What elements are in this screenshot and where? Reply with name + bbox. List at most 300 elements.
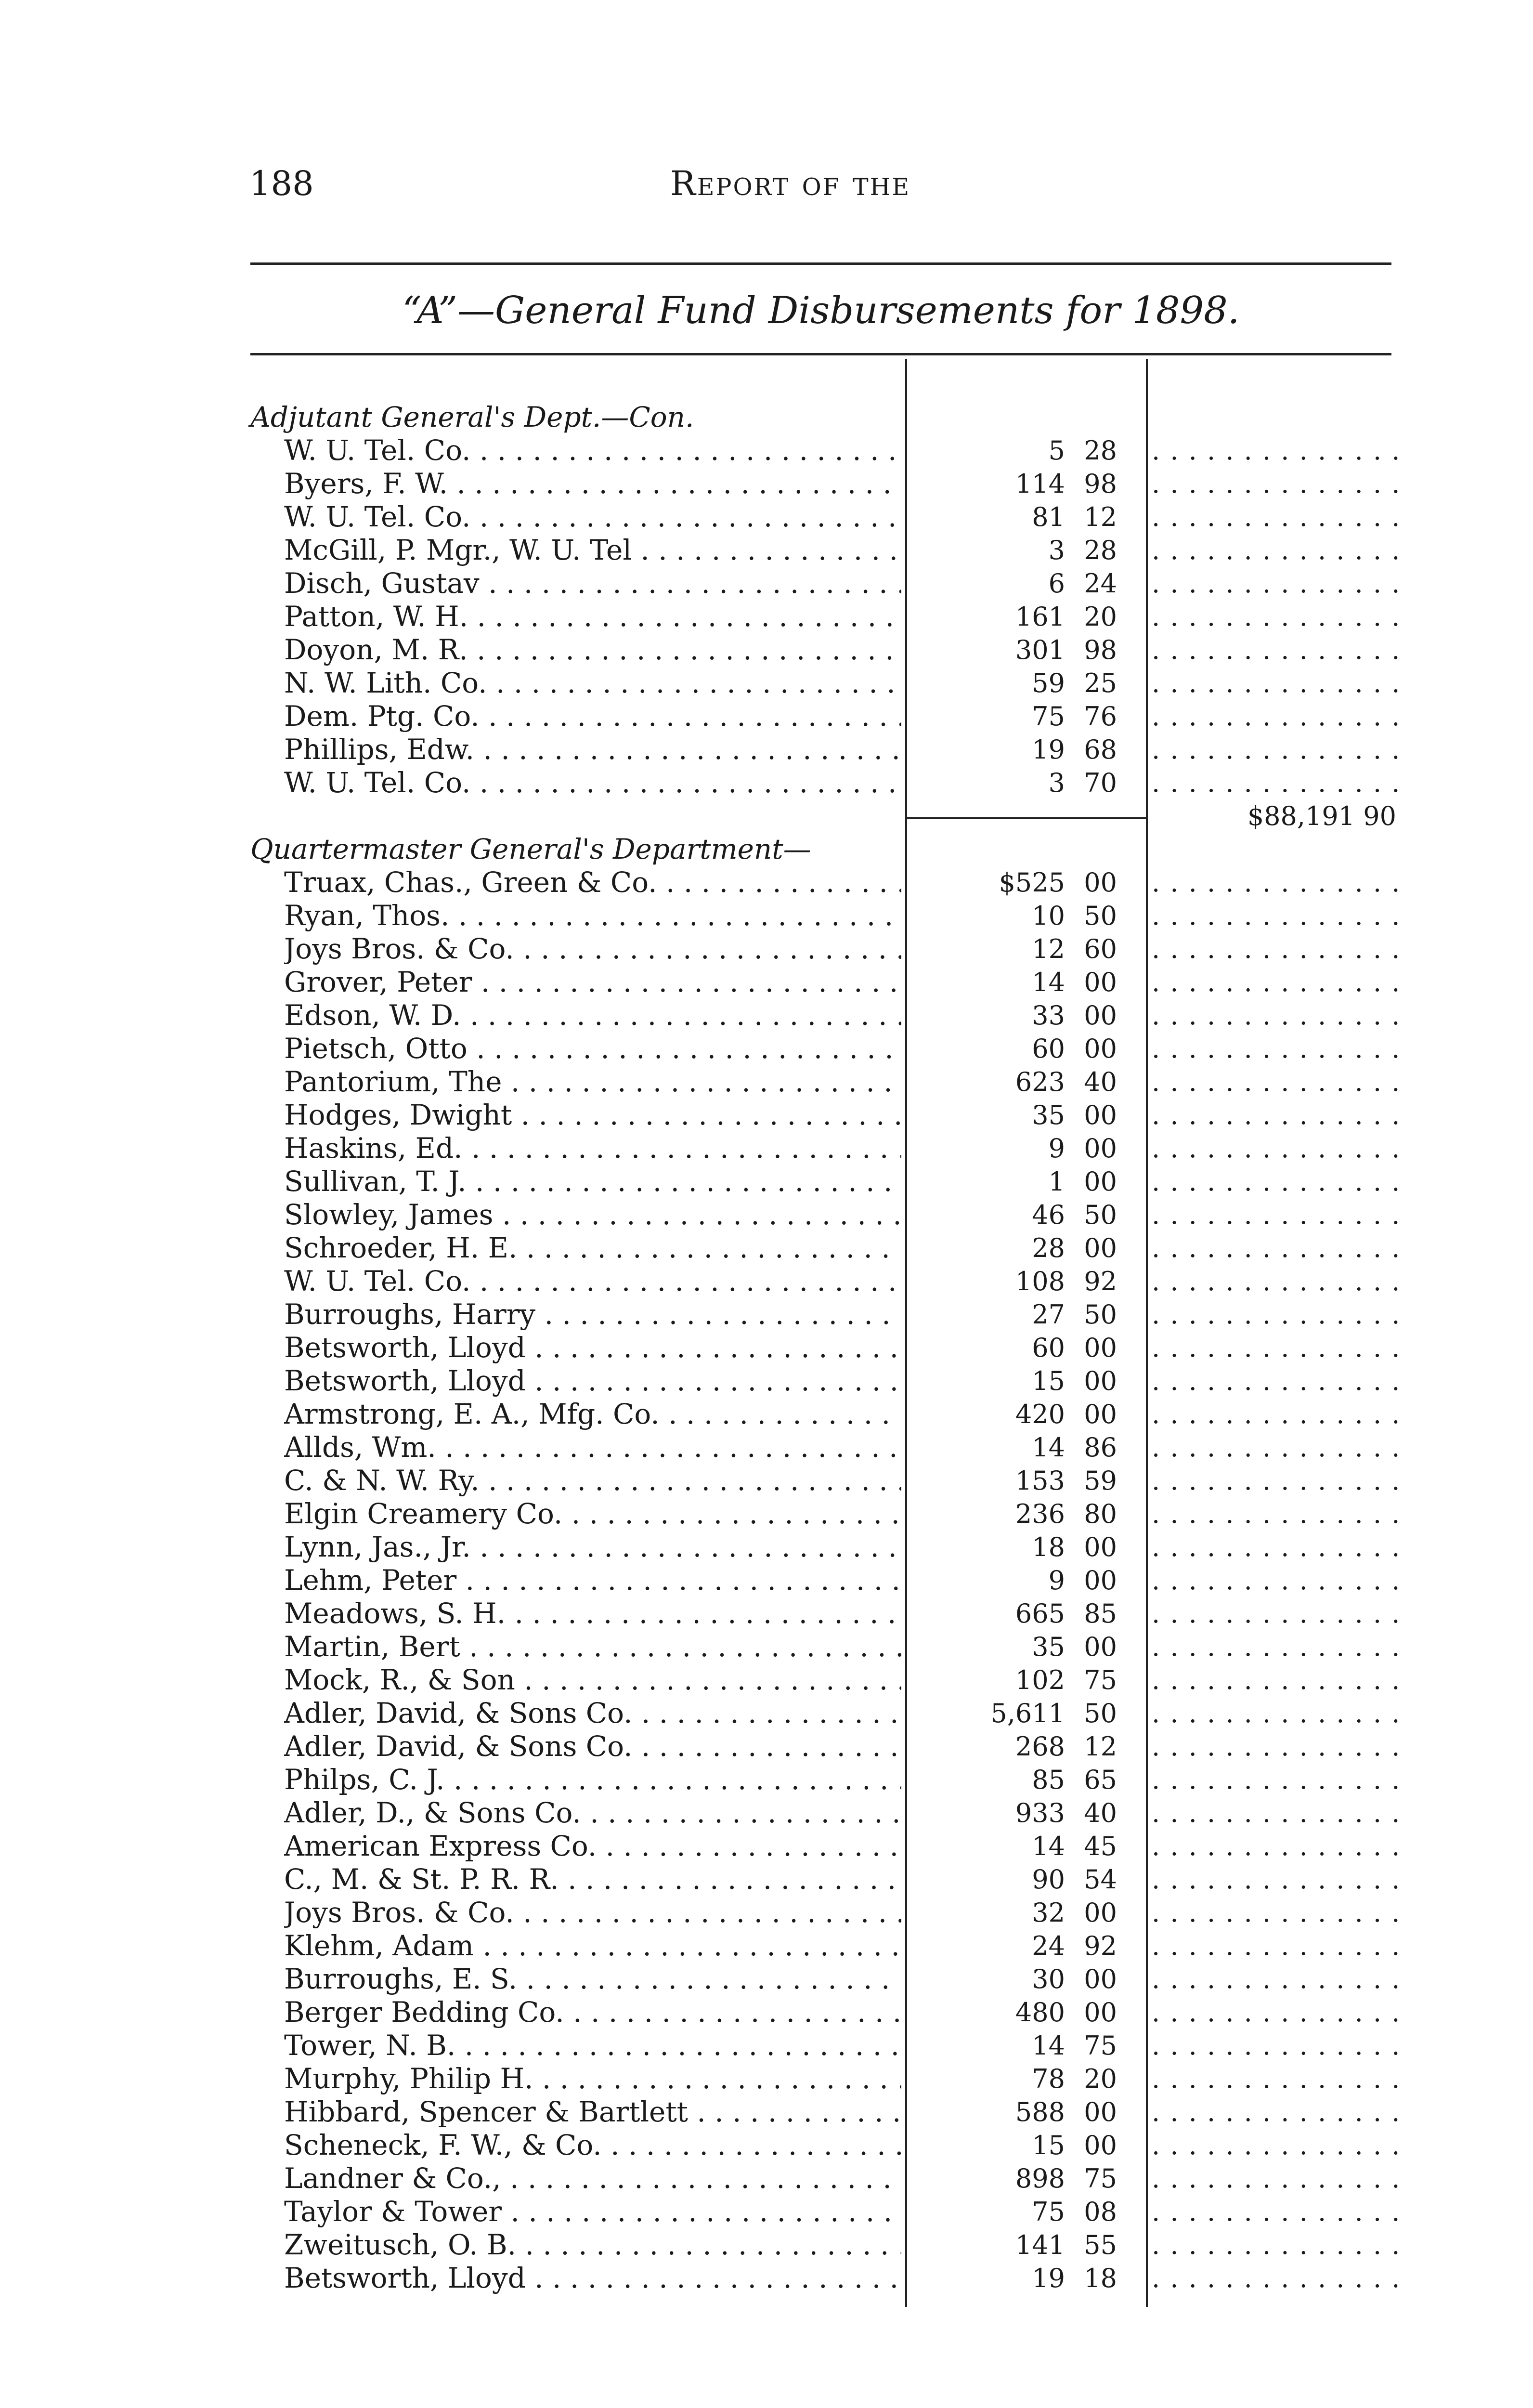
amount xyxy=(910,1431,1117,1464)
amount-dollars: 268 xyxy=(1015,1731,1065,1762)
amount xyxy=(910,999,1117,1032)
table-row xyxy=(0,633,1533,667)
total-column-leader xyxy=(1152,766,1402,799)
amount-cents: 00 xyxy=(1084,1166,1117,1197)
payee-name: Adler, D., & Sons Co. . . . xyxy=(284,1796,901,1830)
total-column-leader xyxy=(1152,1531,1402,1564)
payee-name: Truax, Chas., Green & Co. . . . xyxy=(284,866,901,899)
payee-name: Martin, Bert . . . xyxy=(284,1630,901,1663)
amount-cents: 00 xyxy=(1084,1000,1117,1031)
amount-dollars: 623 xyxy=(1015,1067,1065,1097)
total-column-leader xyxy=(1152,899,1402,932)
amount xyxy=(910,434,1117,467)
payee-name: Disch, Gustav . . . xyxy=(284,567,901,600)
amount-dollars: 19 xyxy=(1032,2263,1065,2293)
table-row xyxy=(0,1132,1533,1165)
payee-name: W. U. Tel. Co. . . . xyxy=(284,500,901,534)
payee-name: W. U. Tel. Co. . . . xyxy=(284,434,901,467)
total-column-leader xyxy=(1152,1032,1402,1065)
amount-cents: 98 xyxy=(1084,635,1117,665)
amount-dollars: 3 xyxy=(1048,768,1065,798)
payee-name: Lehm, Peter . . . xyxy=(284,1564,901,1597)
payee-name: Mock, R., & Son . . . xyxy=(284,1663,901,1697)
amount-cents: 50 xyxy=(1084,901,1117,931)
amount-dollars: $525 xyxy=(999,867,1065,898)
table-row xyxy=(0,1929,1533,1963)
amount-cents: 18 xyxy=(1084,2263,1117,2293)
amount-cents: 98 xyxy=(1084,469,1117,499)
payee-name: Joys Bros. & Co. . . . xyxy=(284,1896,901,1929)
amount-dollars: 15 xyxy=(1032,2130,1065,2160)
amount-cents: 00 xyxy=(1084,967,1117,997)
total-column-leader xyxy=(1152,2262,1402,2295)
amount-cents: 00 xyxy=(1084,1532,1117,1562)
amount xyxy=(910,2095,1117,2129)
amount xyxy=(910,1796,1117,1830)
payee-name: Grover, Peter . . . xyxy=(284,966,901,999)
title-rule xyxy=(250,353,1391,355)
amount-dollars: 665 xyxy=(1015,1598,1065,1629)
total-column-leader xyxy=(1152,1398,1402,1431)
total-column-leader xyxy=(1152,2228,1402,2262)
total-column-leader xyxy=(1152,500,1402,534)
total-column-leader xyxy=(1152,966,1402,999)
amount-dollars: 898 xyxy=(1015,2163,1065,2194)
amount xyxy=(910,1099,1117,1132)
payee-name: Byers, F. W. . . . xyxy=(284,467,901,500)
amount-cents: 86 xyxy=(1084,1432,1117,1463)
payee-name: Klehm, Adam . . . xyxy=(284,1929,901,1963)
amount-dollars: 78 xyxy=(1032,2064,1065,2094)
disbursement-table xyxy=(0,401,1533,2295)
payee-name: Betsworth, Lloyd . . . xyxy=(284,2262,901,2295)
amount-dollars: 588 xyxy=(1015,2097,1065,2127)
total-column-leader xyxy=(1152,1198,1402,1231)
table-row xyxy=(0,1830,1533,1863)
table-row xyxy=(0,1531,1533,1564)
amount xyxy=(910,733,1117,766)
table-row xyxy=(0,1231,1533,1265)
table-row xyxy=(0,1364,1533,1398)
payee-name: Burroughs, E. S. . . . xyxy=(284,1963,901,1996)
table-row xyxy=(0,2029,1533,2062)
amount-cents: 00 xyxy=(1084,2130,1117,2160)
amount xyxy=(910,2195,1117,2228)
amount xyxy=(910,1531,1117,1564)
page-number: 188 xyxy=(249,164,314,203)
total-column-leader xyxy=(1152,1830,1402,1863)
table-row xyxy=(0,1763,1533,1796)
amount-dollars: 81 xyxy=(1032,502,1065,532)
amount xyxy=(910,1132,1117,1165)
total-column-leader xyxy=(1152,1863,1402,1896)
amount-dollars: 14 xyxy=(1032,2030,1065,2061)
amount xyxy=(910,1863,1117,1896)
total-column-leader xyxy=(1152,1697,1402,1730)
total-column-leader xyxy=(1152,1996,1402,2029)
table-row xyxy=(0,1963,1533,1996)
amount xyxy=(910,1896,1117,1929)
table-row xyxy=(0,1996,1533,2029)
amount-cents: 50 xyxy=(1084,1200,1117,1230)
total-column-leader xyxy=(1152,1497,1402,1531)
amount-cents: 75 xyxy=(1084,2030,1117,2061)
amount xyxy=(910,932,1117,966)
total-column-leader xyxy=(1152,1730,1402,1763)
amount-cents: 76 xyxy=(1084,701,1117,732)
table-row xyxy=(0,667,1533,700)
amount xyxy=(910,1398,1117,1431)
table-row xyxy=(0,467,1533,500)
amount-cents: 59 xyxy=(1084,1466,1117,1496)
table-row xyxy=(0,1298,1533,1331)
amount-cents: 20 xyxy=(1084,602,1117,632)
amount-cents: 68 xyxy=(1084,734,1117,765)
total-column-leader xyxy=(1152,1464,1402,1497)
running-head: Report of the xyxy=(670,164,911,203)
amount xyxy=(910,1929,1117,1963)
table-row xyxy=(0,534,1533,567)
amount xyxy=(910,1830,1117,1863)
amount-dollars: 14 xyxy=(1032,1831,1065,1861)
amount-dollars: 102 xyxy=(1015,1665,1065,1695)
total-column-leader xyxy=(1152,600,1402,633)
total-column-leader xyxy=(1152,2129,1402,2162)
amount-cents: 28 xyxy=(1084,535,1117,565)
payee-name: Slowley, James . . . xyxy=(284,1198,901,1231)
table-row xyxy=(0,999,1533,1032)
total-column-leader xyxy=(1152,434,1402,467)
table-row xyxy=(0,1497,1533,1531)
table-row xyxy=(0,1099,1533,1132)
table-row xyxy=(0,500,1533,534)
total-column-leader xyxy=(1152,534,1402,567)
amount xyxy=(910,1663,1117,1697)
amount xyxy=(910,667,1117,700)
payee-name: Philps, C. J. . . . xyxy=(284,1763,901,1796)
amount xyxy=(910,500,1117,534)
amount xyxy=(910,2162,1117,2195)
amount-cents: 80 xyxy=(1084,1499,1117,1529)
payee-name: Pietsch, Otto . . . xyxy=(284,1032,901,1065)
total-column-leader xyxy=(1152,2029,1402,2062)
payee-name: Taylor & Tower . . . xyxy=(284,2195,901,2228)
payee-name: Schroeder, H. E. . . . xyxy=(284,1231,901,1265)
total-column-leader xyxy=(1152,2095,1402,2129)
amount xyxy=(910,467,1117,500)
amount xyxy=(910,1564,1117,1597)
table-row xyxy=(0,766,1533,799)
amount-dollars: 1 xyxy=(1048,1166,1065,1197)
amount-cents: 00 xyxy=(1084,2097,1117,2127)
amount xyxy=(910,2029,1117,2062)
amount-dollars: 18 xyxy=(1032,1532,1065,1562)
section-title: Quartermaster General's Department— xyxy=(250,833,811,865)
amount-dollars: 35 xyxy=(1032,1100,1065,1130)
total-column-leader xyxy=(1152,1896,1402,1929)
amount-dollars: 35 xyxy=(1032,1632,1065,1662)
amount-cents: 12 xyxy=(1084,1731,1117,1762)
amount-cents: 00 xyxy=(1084,1898,1117,1928)
payee-name: Dem. Ptg. Co. . . . xyxy=(284,700,901,733)
amount-dollars: 420 xyxy=(1015,1399,1065,1429)
amount-cents: 92 xyxy=(1084,1266,1117,1296)
amount-cents: 65 xyxy=(1084,1765,1117,1795)
amount-dollars: 14 xyxy=(1032,967,1065,997)
table-row xyxy=(0,1331,1533,1364)
section-total-row xyxy=(0,799,1533,833)
amount xyxy=(910,1198,1117,1231)
amount xyxy=(910,1597,1117,1630)
payee-name: C. & N. W. Ry. . . . xyxy=(284,1464,901,1497)
amount-dollars: 236 xyxy=(1015,1499,1065,1529)
total-column-leader xyxy=(1152,1265,1402,1298)
total-column-leader xyxy=(1152,1099,1402,1132)
amount-cents: 25 xyxy=(1084,668,1117,698)
payee-name: W. U. Tel. Co. . . . xyxy=(284,1265,901,1298)
total-column-leader xyxy=(1152,733,1402,766)
total-column-leader xyxy=(1152,932,1402,966)
amount-cents: 00 xyxy=(1084,1333,1117,1363)
table-row xyxy=(0,1697,1533,1730)
amount-dollars: 108 xyxy=(1015,1266,1065,1296)
payee-name: Joys Bros. & Co. . . . xyxy=(284,932,901,966)
payee-name: Adler, David, & Sons Co. . . . xyxy=(284,1697,901,1730)
payee-name: Patton, W. H. . . . xyxy=(284,600,901,633)
table-row xyxy=(0,2228,1533,2262)
amount-cents: 60 xyxy=(1084,934,1117,964)
amount-dollars: 59 xyxy=(1032,668,1065,698)
payee-name: Elgin Creamery Co. . . . xyxy=(284,1497,901,1531)
total-column-leader xyxy=(1152,1331,1402,1364)
table-row xyxy=(0,1431,1533,1464)
amount-cents: 00 xyxy=(1084,1133,1117,1164)
payee-name: Murphy, Philip H. . . . xyxy=(284,2062,901,2095)
amount xyxy=(910,1730,1117,1763)
total-column-leader xyxy=(1152,1763,1402,1796)
amount-dollars: 14 xyxy=(1032,1432,1065,1463)
amount-dollars: 19 xyxy=(1032,734,1065,765)
total-column-leader xyxy=(1152,1065,1402,1099)
section-title: Adjutant General's Dept.—Con. xyxy=(250,401,694,433)
payee-name: American Express Co. . . . xyxy=(284,1830,901,1863)
amount-cents: 92 xyxy=(1084,1931,1117,1961)
amount xyxy=(910,2228,1117,2262)
amount-cents: 00 xyxy=(1084,1565,1117,1596)
payee-name: Lynn, Jas., Jr. . . . xyxy=(284,1531,901,1564)
amount xyxy=(910,1231,1117,1265)
total-column-leader xyxy=(1152,1630,1402,1663)
amount-dollars: 10 xyxy=(1032,901,1065,931)
amount-dollars: 32 xyxy=(1032,1898,1065,1928)
total-column-leader xyxy=(1152,1929,1402,1963)
amount-dollars: 161 xyxy=(1015,602,1065,632)
payee-name: Ryan, Thos. . . . xyxy=(284,899,901,932)
amount-dollars: 24 xyxy=(1032,1931,1065,1961)
total-column-leader xyxy=(1152,2162,1402,2195)
payee-name: Armstrong, E. A., Mfg. Co. . . . xyxy=(284,1398,901,1431)
amount xyxy=(910,899,1117,932)
amount-cents: 00 xyxy=(1084,1366,1117,1396)
payee-name: Scheneck, F. W., & Co. . . . xyxy=(284,2129,901,2162)
total-column-leader xyxy=(1152,999,1402,1032)
table-row xyxy=(0,899,1533,932)
payee-name: McGill, P. Mgr., W. U. Tel . . . xyxy=(284,534,901,567)
payee-name: Haskins, Ed. . . . xyxy=(284,1132,901,1165)
amount xyxy=(910,1763,1117,1796)
payee-name: Adler, David, & Sons Co. . . . xyxy=(284,1730,901,1763)
total-column-leader xyxy=(1152,1963,1402,1996)
amount xyxy=(910,966,1117,999)
amount-cents: 40 xyxy=(1084,1798,1117,1828)
amount xyxy=(910,766,1117,799)
amount-cents: 45 xyxy=(1084,1831,1117,1861)
amount-cents: 00 xyxy=(1084,1964,1117,1994)
total-column-leader xyxy=(1152,567,1402,600)
amount-cents: 00 xyxy=(1084,1034,1117,1064)
amount-cents: 12 xyxy=(1084,502,1117,532)
payee-name: Edson, W. D. . . . xyxy=(284,999,901,1032)
amount-dollars: 153 xyxy=(1015,1466,1065,1496)
amount-dollars: 60 xyxy=(1032,1034,1065,1064)
total-column-leader xyxy=(1152,1796,1402,1830)
amount-cents: 00 xyxy=(1084,1233,1117,1263)
table-row xyxy=(0,866,1533,899)
amount-cents: 24 xyxy=(1084,568,1117,599)
amount-dollars: 15 xyxy=(1032,1366,1065,1396)
amount-dollars: 27 xyxy=(1032,1299,1065,1330)
amount xyxy=(910,1697,1117,1730)
amount xyxy=(910,866,1117,899)
payee-name: Betsworth, Lloyd . . . xyxy=(284,1364,901,1398)
amount xyxy=(910,1165,1117,1198)
payee-name: Zweitusch, O. B. . . . xyxy=(284,2228,901,2262)
table-row xyxy=(0,1464,1533,1497)
amount-dollars: 301 xyxy=(1015,635,1065,665)
amount-dollars: 28 xyxy=(1032,1233,1065,1263)
table-row xyxy=(0,2262,1533,2295)
amount-cents: 08 xyxy=(1084,2197,1117,2227)
total-column-leader xyxy=(1152,1564,1402,1597)
amount xyxy=(910,2262,1117,2295)
payee-name: N. W. Lith. Co. . . . xyxy=(284,667,901,700)
amount-cents: 75 xyxy=(1084,2163,1117,2194)
amount-dollars: 60 xyxy=(1032,1333,1065,1363)
table-row xyxy=(0,2095,1533,2129)
amount xyxy=(910,1364,1117,1398)
amount xyxy=(910,1032,1117,1065)
table-row xyxy=(0,1597,1533,1630)
amount-dollars: 75 xyxy=(1032,701,1065,732)
table-row xyxy=(0,733,1533,766)
total-column-leader xyxy=(1152,2062,1402,2095)
amount-dollars: 33 xyxy=(1032,1000,1065,1031)
amount-dollars: 114 xyxy=(1015,469,1065,499)
amount-dollars: 3 xyxy=(1048,535,1065,565)
amount-dollars: 6 xyxy=(1048,568,1065,599)
table-row xyxy=(0,1730,1533,1763)
amount xyxy=(910,1265,1117,1298)
amount xyxy=(910,600,1117,633)
payee-name: Pantorium, The . . . xyxy=(284,1065,901,1099)
payee-name: Hibbard, Spencer & Bartlett . . . xyxy=(284,2095,901,2129)
table-row xyxy=(0,2062,1533,2095)
total-column-leader xyxy=(1152,1597,1402,1630)
section-heading-row xyxy=(0,401,1533,434)
table-row xyxy=(0,1564,1533,1597)
table-row xyxy=(0,1265,1533,1298)
amount xyxy=(910,567,1117,600)
table-row xyxy=(0,2129,1533,2162)
total-column-leader xyxy=(1152,1663,1402,1697)
amount-cents: 00 xyxy=(1084,867,1117,898)
amount-dollars: 933 xyxy=(1015,1798,1065,1828)
table-row xyxy=(0,2195,1533,2228)
payee-name: Berger Bedding Co. . . . xyxy=(284,1996,901,2029)
amount-cents: 50 xyxy=(1084,1299,1117,1330)
table-row xyxy=(0,434,1533,467)
amount-cents: 00 xyxy=(1084,1100,1117,1130)
table-row xyxy=(0,966,1533,999)
total-column-leader xyxy=(1152,667,1402,700)
amount-cents: 54 xyxy=(1084,1864,1117,1895)
payee-name: W. U. Tel. Co. . . . xyxy=(284,766,901,799)
payee-name: Meadows, S. H. . . . xyxy=(284,1597,901,1630)
table-row xyxy=(0,1032,1533,1065)
table-row xyxy=(0,600,1533,633)
amount xyxy=(910,2062,1117,2095)
total-column-leader xyxy=(1152,633,1402,667)
payee-name: Phillips, Edw. . . . xyxy=(284,733,901,766)
table-row xyxy=(0,1198,1533,1231)
table-row xyxy=(0,932,1533,966)
amount-dollars: 12 xyxy=(1032,934,1065,964)
amount-dollars: 5 xyxy=(1048,435,1065,466)
amount-cents: 00 xyxy=(1084,1997,1117,2028)
top-rule xyxy=(250,262,1391,265)
amount-cents: 85 xyxy=(1084,1598,1117,1629)
payee-name: Tower, N. B. . . . xyxy=(284,2029,901,2062)
table-title: “A”—General Fund Disbursements for 1898. xyxy=(402,289,1240,332)
amount-cents: 70 xyxy=(1084,768,1117,798)
amount-cents: 00 xyxy=(1084,1632,1117,1662)
amount-dollars: 85 xyxy=(1032,1765,1065,1795)
amount xyxy=(910,1065,1117,1099)
amount-cents: 40 xyxy=(1084,1067,1117,1097)
amount-dollars: 30 xyxy=(1032,1964,1065,1994)
amount-cents: 50 xyxy=(1084,1698,1117,1728)
amount-cents: 55 xyxy=(1084,2230,1117,2260)
amount xyxy=(910,1497,1117,1531)
amount xyxy=(910,1630,1117,1663)
section-total: $88,191 90 xyxy=(1247,801,1396,831)
total-column-leader xyxy=(1152,1298,1402,1331)
amount-cents: 20 xyxy=(1084,2064,1117,2094)
table-row xyxy=(0,1863,1533,1896)
total-column-leader xyxy=(1152,700,1402,733)
total-column-leader xyxy=(1152,1231,1402,1265)
total-column-leader xyxy=(1152,1364,1402,1398)
amount xyxy=(910,1996,1117,2029)
payee-name: Sullivan, T. J. . . . xyxy=(284,1165,901,1198)
table-row xyxy=(0,1796,1533,1830)
table-row xyxy=(0,1398,1533,1431)
payee-name: Betsworth, Lloyd . . . xyxy=(284,1331,901,1364)
table-row xyxy=(0,1165,1533,1198)
total-column-leader xyxy=(1152,467,1402,500)
amount-dollars: 90 xyxy=(1032,1864,1065,1895)
amount-cents: 28 xyxy=(1084,435,1117,466)
